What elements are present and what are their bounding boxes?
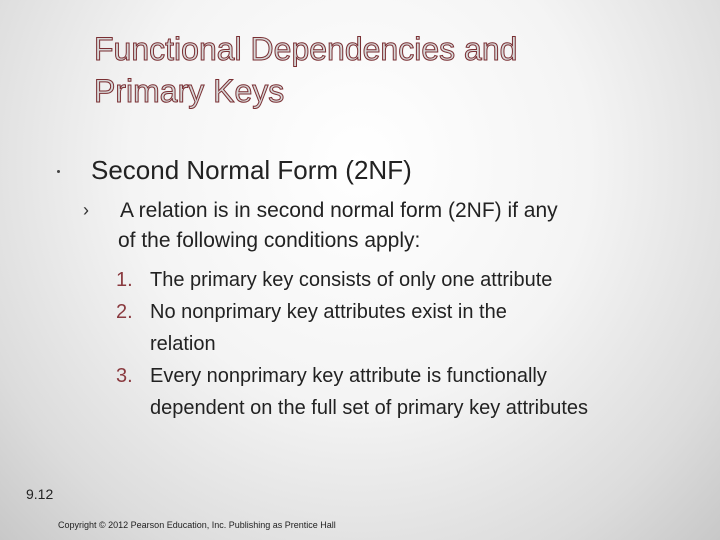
chevron-right-icon: › — [83, 200, 89, 220]
list-item-text: dependent on the full set of primary key attributes — [150, 397, 589, 419]
definition-line-1: A relation is in second normal form (2NF) if any — [120, 199, 558, 222]
list-number: 2. — [116, 301, 133, 323]
list-item — [116, 296, 716, 360]
list-item — [116, 264, 716, 296]
conditions-list — [116, 264, 716, 424]
slide-title — [94, 28, 517, 112]
title-line-2: Primary Keys — [94, 73, 285, 109]
definition-line-2: of the following conditions apply: — [118, 229, 421, 252]
list-item — [116, 360, 716, 424]
list-item-text: The primary key consists of only one attribute — [150, 269, 553, 291]
definition-text — [120, 196, 680, 256]
list-item-text: No nonprimary key attributes exist in the — [150, 301, 507, 323]
list-number: 3. — [116, 365, 133, 387]
heading-2nf: Second Normal Form (2NF) — [91, 155, 412, 185]
list-item-text: relation — [150, 333, 216, 355]
list-number: 1. — [116, 269, 133, 291]
bullet-dot-icon — [57, 170, 60, 173]
page-number: 9.12 — [26, 486, 54, 502]
title-line-1: Functional Dependencies and — [94, 31, 518, 67]
copyright-notice: Copyright © 2012 Pearson Education, Inc. Publishing as Prentice Hall — [58, 520, 336, 530]
list-item-text: Every nonprimary key attribute is functionally — [150, 365, 547, 387]
